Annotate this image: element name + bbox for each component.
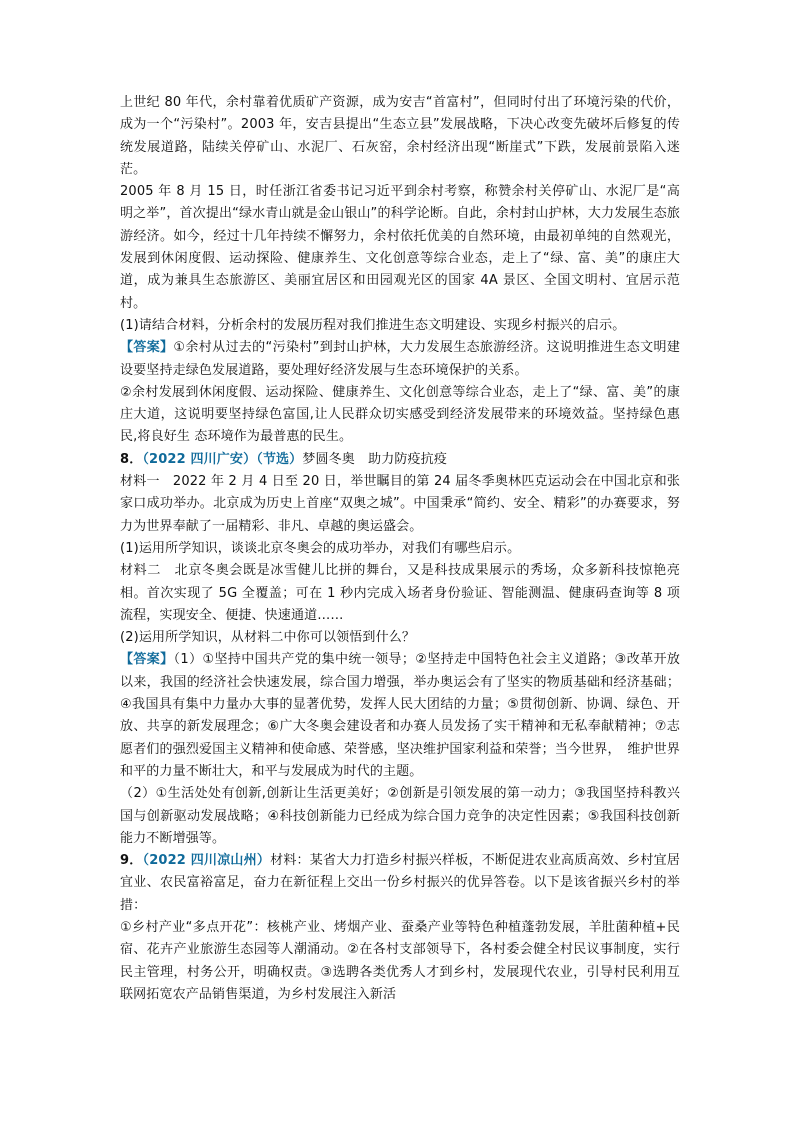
material-2: 材料二 北京冬奥会既是冰雪健儿比拼的舞台，又是科技成果展示的秀场，众多新科技惊艳亮相。首次实现了 5G 全覆盖；可在 1 秒内完成入场者身份验证、智能测温、健康码查询等 8 项流程，实现安全、便捷、快速通道……: [120, 563, 680, 623]
answer-tag: 【答案】: [120, 652, 174, 668]
answer-7-1: [120, 337, 680, 382]
question-8-2: (2)运用所学知识，从材料二中你可以领悟到什么？: [120, 630, 416, 646]
question-number: 9．: [120, 853, 143, 869]
question-source: （2022 四川凉山州）: [142, 853, 271, 869]
answer-8-1: [120, 649, 680, 783]
question-8-heading: [120, 449, 680, 471]
question-8-1: (1)运用所学知识，谈谈北京冬奥会的成功举办，对我们有哪些启示。: [120, 540, 521, 556]
paragraph-1: 上世纪 80 年代，余村靠着优质矿产资源，成为安吉“首富村”，但同时付出了环境污染的代价，成为一个“污染村”。2003 年，安吉县提出“生态立县”发展战略，下决心改变先破坏后修复的传统发展道路，陆续关停矿山、水泥厂、石灰窑，余村经济出现“断崖式”下跌，发展前景陷入迷茫。: [120, 95, 680, 177]
question-source: （2022 四川广安）（节选）: [142, 451, 303, 467]
answer-8-2: （2）①生活处处有创新,创新让生活更美好；②创新是引领发展的第一动力；③我国坚持科教兴国与创新驱动发展战略；④科技创新能力已经成为综合国力竞争的决定性因素；⑤我国科技创新能力不断增强等。: [120, 786, 680, 846]
question-material: 材料：某省大力打造乡村振兴样板，不断促进农业高质高效、乡村宜居宜业、农民富裕富足，奋力在新征程上交出一份乡村振兴的优异答卷。以下是该省振兴乡村的举措：: [120, 853, 680, 913]
question-number: 8．: [120, 451, 143, 467]
document-page: [120, 92, 680, 1006]
answer-tag: 【答案】: [120, 340, 174, 356]
answer-7-2: ②余村发展到休闲度假、运动探险、健康养生、文化创意等综合业态，走上了“绿、富、美”的康庄大道，这说明要坚持绿色富国,让人民群众切实感受到经济发展带来的环境效益。坚持绿色惠民,将良好生 态环境作为最普惠的民生。: [120, 384, 680, 445]
material-9: ①乡村产业“多点开花”：核桃产业、烤烟产业、蚕桑产业等特色种植蓬勃发展，羊肚菌种植+民宿、花卉产业旅游生态园等人潮涌动。②在各村支部领导下，各村委会健全村民议事制度，实行民主管理，村务公开，明确权责。③选聘各类优秀人才到乡村，发展现代农业，引导村民利用互联网拓宽农产品销售渠道，为乡村发展注入新活: [120, 919, 680, 1002]
question-topic: 梦圆冬奥 助力防疫抗疫: [302, 451, 447, 467]
answer-text: （1）①坚持中国共产党的集中统一领导；②坚持走中国特色社会主义道路；③改革开放以来，我国的经济社会快速发展，综合国力增强，举办奥运会有了坚实的物质基础和经济基础；④我国具有集中力量办大事的显著优势，发挥人民大团结的力量；⑤贯彻创新、协调、绿色、开放、共享的新发展理念；⑥广大冬奥会建设者和办赛人员发扬了实干精神和无私奉献精神；⑦志愿者们的强烈爱国主义精神和使命感、荣誉感，坚决维护国家利益和荣誉；当今世界， 维护世界和平的力量不断壮大，和平与发展成为时代的主题。: [120, 652, 680, 779]
answer-text: ①余村从过去的“污染村”到封山护林，大力发展生态旅游经济。这说明推进生态文明建设要坚持走绿色发展道路，要处理好经济发展与生态环境保护的关系。: [120, 340, 680, 378]
question-9-heading: [120, 850, 680, 917]
material-1: 材料一 2022 年 2 月 4 日至 20 日，举世瞩目的第 24 届冬季奥林匹克运动会在中国北京和张家口成功举办。北京成为历史上首座“双奥之城”。中国秉承“简约、安全、精彩”的办赛要求，努力为世界奉献了一届精彩、非凡、卓越的奥运盛会。: [120, 474, 680, 534]
question-7-1: (1)请结合材料，分析余村的发展历程对我们推进生态文明建设、实现乡村振兴的启示。: [120, 317, 626, 333]
paragraph-2: 2005 年 8 月 15 日，时任浙江省委书记习近平到余村考察，称赞余村关停矿山、水泥厂是“高明之举”，首次提出“绿水青山就是金山银山”的科学论断。自此，余村封山护林，大力发展生态旅游经济。如今，经过十几年持续不懈努力，余村依托优美的自然环境，由最初单纯的自然观光，发展到休闲度假、运动探险、健康养生、文化创意等综合业态，走上了“绿、富、美”的康庄大道，成为兼具生态旅游区、美丽宜居区和田园观光区的国家 4A 景区、全国文明村、宜居示范村。: [120, 184, 680, 311]
